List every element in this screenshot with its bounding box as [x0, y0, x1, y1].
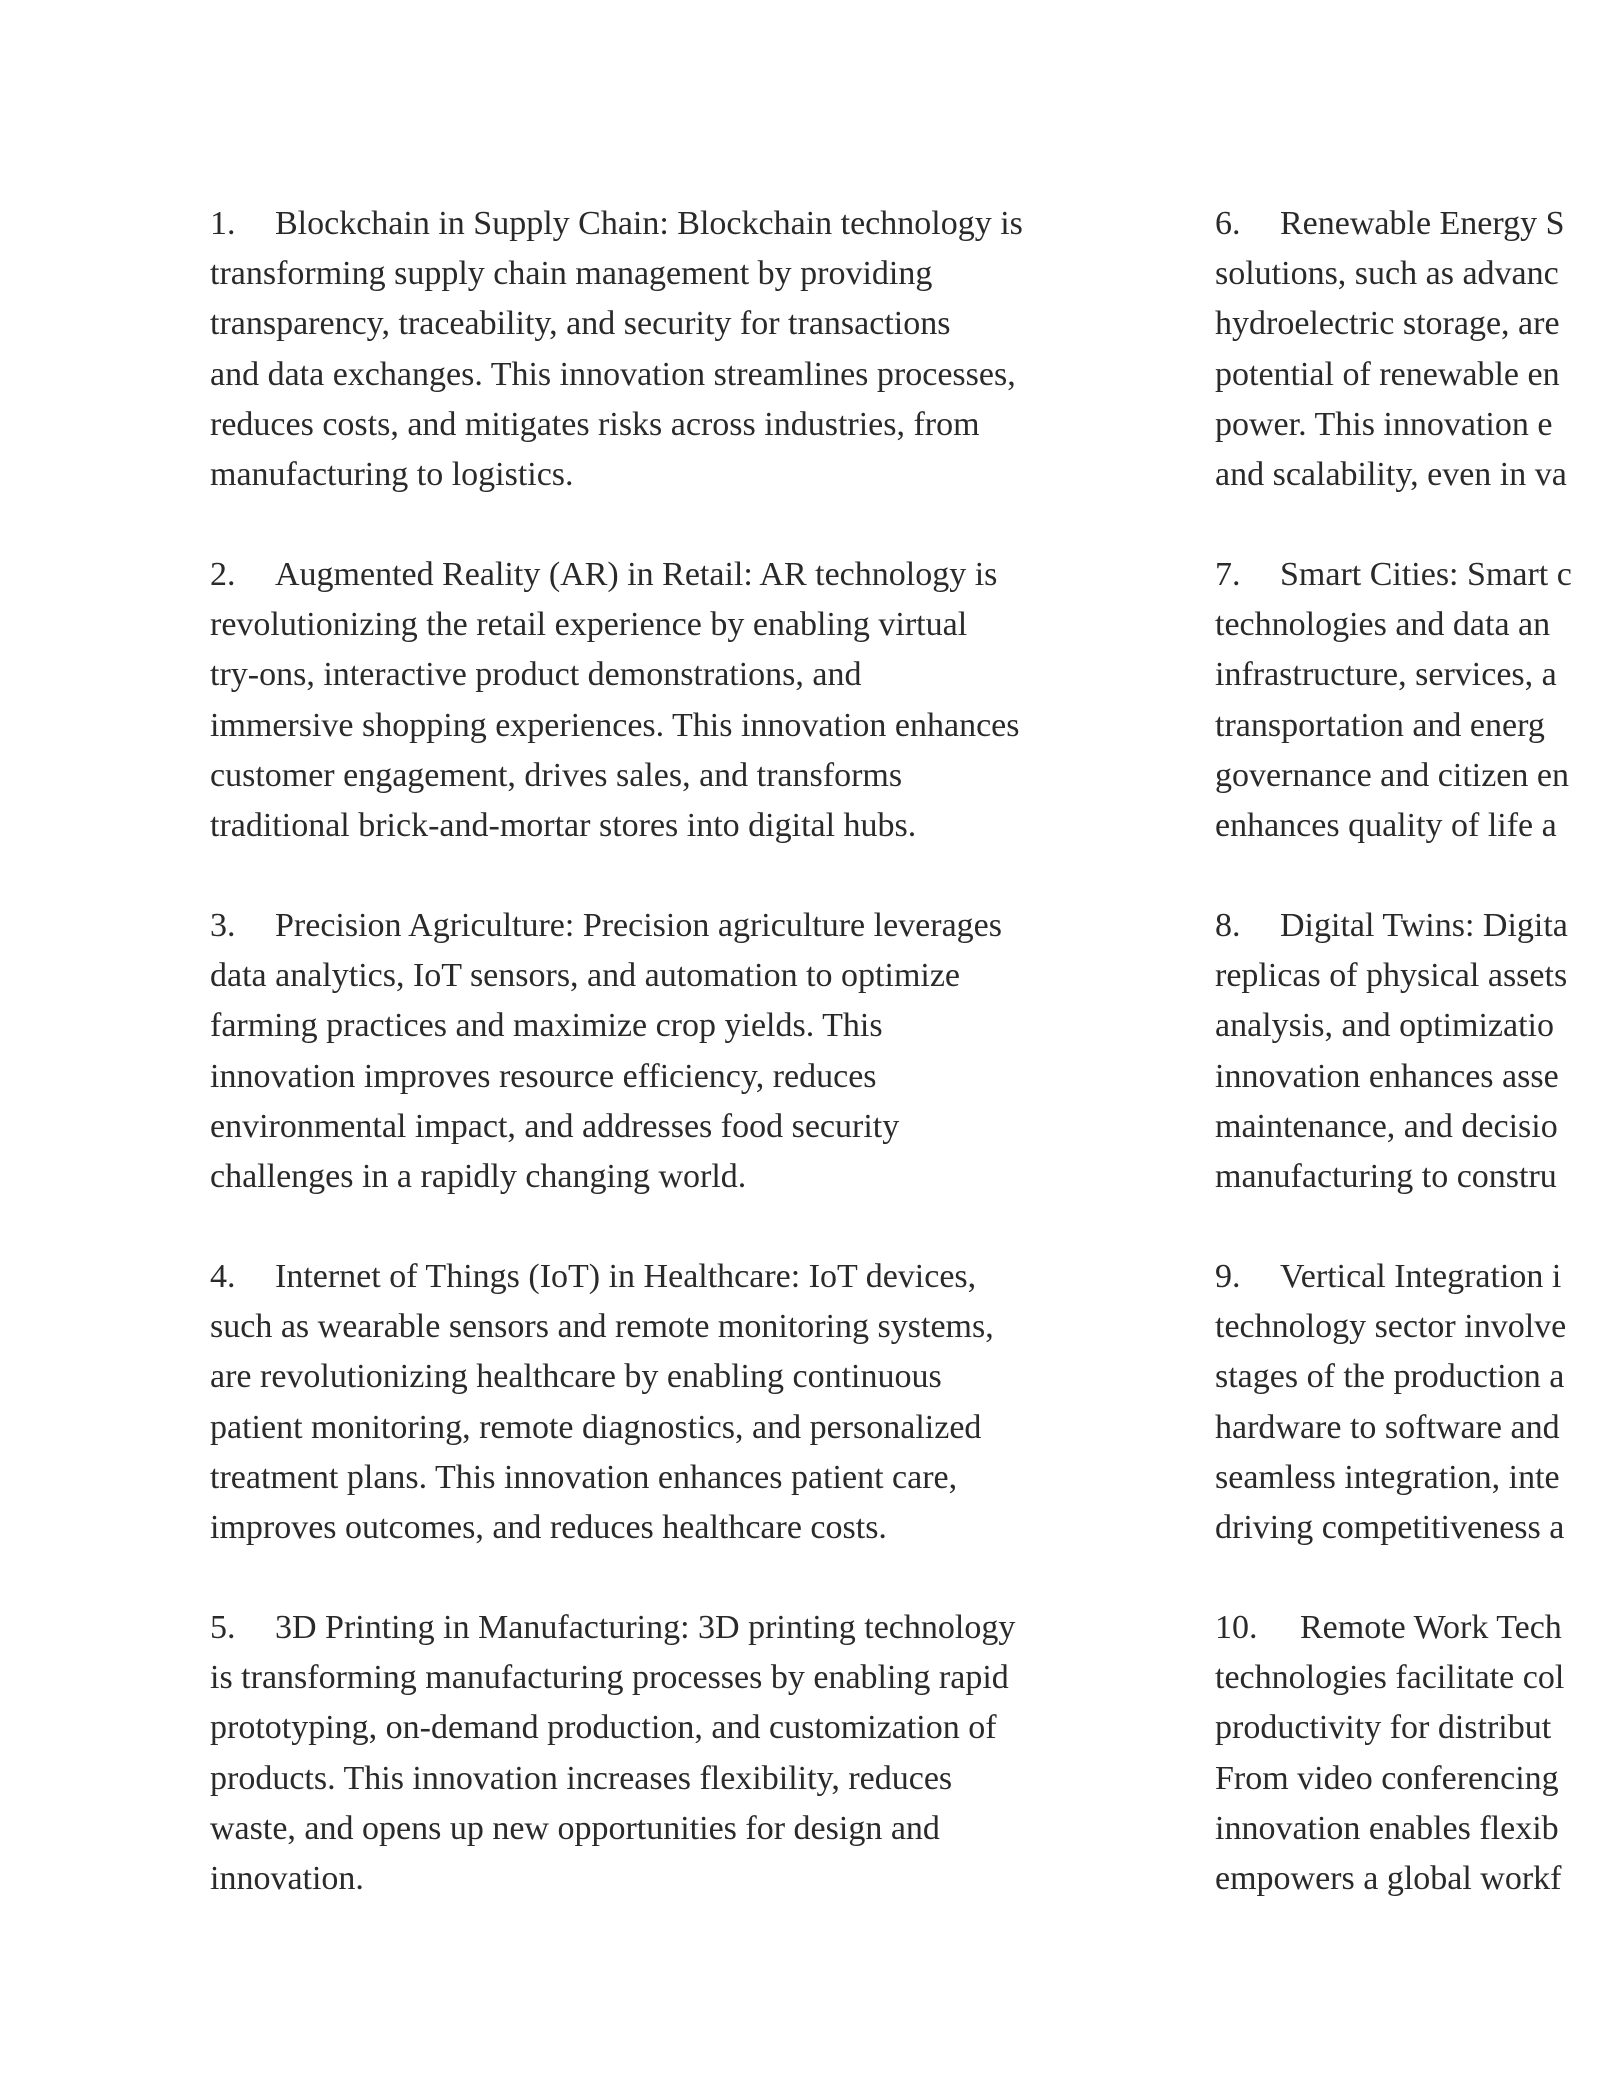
list-item-title-text: Renewable Energy S	[1280, 205, 1565, 242]
list-item	[210, 550, 1130, 901]
list-item-line	[210, 550, 1130, 600]
list-item-line	[210, 199, 1130, 249]
list-item-line: treatment plans. This innovation enhances patient care,	[210, 1458, 958, 1496]
list-item-line: reduces costs, and mitigates risks across industries, from	[210, 405, 980, 443]
list-item-line: are revolutionizing healthcare by enabling continuous	[210, 1358, 942, 1396]
list-item-line	[1215, 1603, 1601, 1653]
list-item-line: and scalability, even in va	[1215, 456, 1567, 494]
list-item-line: try-ons, interactive product demonstrations, and	[210, 656, 862, 694]
list-item-line: productivity for distribut	[1215, 1709, 1552, 1747]
list-item	[1215, 199, 1601, 550]
list-item-title-text: 3D Printing in Manufacturing: 3D printing technology	[275, 1609, 1016, 1646]
list-item-line: manufacturing to logistics.	[210, 456, 574, 494]
list-item-line: and data exchanges. This innovation streamlines processes,	[210, 355, 1016, 393]
list-item-line: immersive shopping experiences. This innovation enhances	[210, 706, 1020, 744]
list-item	[1215, 1603, 1601, 1954]
list-item-line: patient monitoring, remote diagnostics, and personalized	[210, 1408, 982, 1446]
list-item-line: enhances quality of life a	[1215, 807, 1557, 845]
list-item-line	[1215, 550, 1601, 600]
list-item-title-text: Digital Twins: Digita	[1280, 907, 1568, 944]
list-item-title-text: Remote Work Tech	[1300, 1609, 1562, 1646]
list-item-line	[210, 1252, 1130, 1302]
list-item-line: From video conferencing	[1215, 1759, 1559, 1797]
list-item-line: innovation enhances asse	[1215, 1057, 1559, 1095]
list-item-line	[210, 901, 1130, 951]
list-item-line: hardware to software and	[1215, 1408, 1560, 1446]
list-item	[1215, 901, 1601, 1252]
list-item-title-text: Internet of Things (IoT) in Healthcare: IoT devices,	[275, 1258, 977, 1295]
list-item-line	[210, 1603, 1130, 1653]
list-item	[210, 199, 1130, 550]
list-item-line: driving competitiveness a	[1215, 1509, 1565, 1547]
list-item-line	[1215, 1252, 1601, 1302]
list-item-line: infrastructure, services, a	[1215, 656, 1557, 694]
right-column	[1215, 199, 1601, 1954]
list-item-line: customer engagement, drives sales, and transforms	[210, 756, 903, 794]
list-item-line: transparency, traceability, and security for transactions	[210, 305, 951, 343]
list-item-line: technologies and data an	[1215, 606, 1551, 644]
list-item-line: improves outcomes, and reduces healthcare costs.	[210, 1509, 887, 1547]
list-item-line: solutions, such as advanc	[1215, 255, 1559, 293]
list-item-number: 8.	[1215, 907, 1241, 944]
list-item-title-text: Smart Cities: Smart c	[1280, 556, 1572, 593]
list-item-line: technologies facilitate col	[1215, 1659, 1565, 1697]
list-item-number: 2.	[210, 556, 236, 593]
list-item-line	[1215, 199, 1601, 249]
list-item-line: waste, and opens up new opportunities for design and	[210, 1809, 940, 1847]
list-item-title-text: Blockchain in Supply Chain: Blockchain technology is	[275, 205, 1023, 242]
list-item	[210, 1252, 1130, 1603]
list-item-number: 3.	[210, 907, 236, 944]
list-item-line: challenges in a rapidly changing world.	[210, 1158, 747, 1196]
list-item-line: revolutionizing the retail experience by enabling virtual	[210, 606, 968, 644]
list-item	[210, 901, 1130, 1252]
list-item-line: traditional brick-and-mortar stores into digital hubs.	[210, 807, 917, 845]
left-column	[210, 199, 1130, 1954]
list-item	[210, 1603, 1130, 1954]
list-item-line: potential of renewable en	[1215, 355, 1560, 393]
list-item-line: such as wearable sensors and remote monitoring systems,	[210, 1308, 994, 1346]
list-item-title-text: Augmented Reality (AR) in Retail: AR technology is	[275, 556, 998, 593]
list-item-line: farming practices and maximize crop yields. This	[210, 1007, 883, 1045]
list-item-line: transportation and energ	[1215, 706, 1545, 744]
list-item-line: empowers a global workf	[1215, 1860, 1562, 1898]
list-item-line: transforming supply chain management by providing	[210, 255, 933, 293]
list-item-line: prototyping, on-demand production, and customization of	[210, 1709, 997, 1747]
list-item-line: seamless integration, inte	[1215, 1458, 1560, 1496]
list-item-line: replicas of physical assets	[1215, 957, 1568, 995]
list-item-line: governance and citizen en	[1215, 756, 1569, 794]
list-item-line: innovation.	[210, 1860, 364, 1898]
list-item-number: 4.	[210, 1258, 236, 1295]
list-item	[1215, 550, 1601, 901]
list-item-title-text: Vertical Integration i	[1280, 1258, 1562, 1295]
list-item-number: 7.	[1215, 556, 1241, 593]
list-item-title-text: Precision Agriculture: Precision agriculture leverages	[275, 907, 1002, 944]
list-item-line: hydroelectric storage, are	[1215, 305, 1560, 343]
list-item-line: stages of the production a	[1215, 1358, 1565, 1396]
list-item-line: maintenance, and decisio	[1215, 1107, 1558, 1145]
list-item-line	[1215, 901, 1601, 951]
list-item-line: power. This innovation e	[1215, 405, 1553, 443]
list-item-line: technology sector involve	[1215, 1308, 1567, 1346]
list-item-line: manufacturing to constru	[1215, 1158, 1557, 1196]
list-item-line: data analytics, IoT sensors, and automation to optimize	[210, 957, 961, 995]
list-item-line: innovation improves resource efficiency, reduces	[210, 1057, 877, 1095]
list-item-number: 1.	[210, 205, 236, 242]
list-item	[1215, 1252, 1601, 1603]
list-item-number: 10.	[1215, 1609, 1258, 1646]
list-item-line: products. This innovation increases flexibility, reduces	[210, 1759, 953, 1797]
list-item-line: analysis, and optimizatio	[1215, 1007, 1554, 1045]
list-item-line: is transforming manufacturing processes by enabling rapid	[210, 1659, 1009, 1697]
list-item-number: 9.	[1215, 1258, 1241, 1295]
list-item-number: 5.	[210, 1609, 236, 1646]
list-item-number: 6.	[1215, 205, 1241, 242]
list-item-line: innovation enables flexib	[1215, 1809, 1559, 1847]
list-item-line: environmental impact, and addresses food security	[210, 1107, 900, 1145]
